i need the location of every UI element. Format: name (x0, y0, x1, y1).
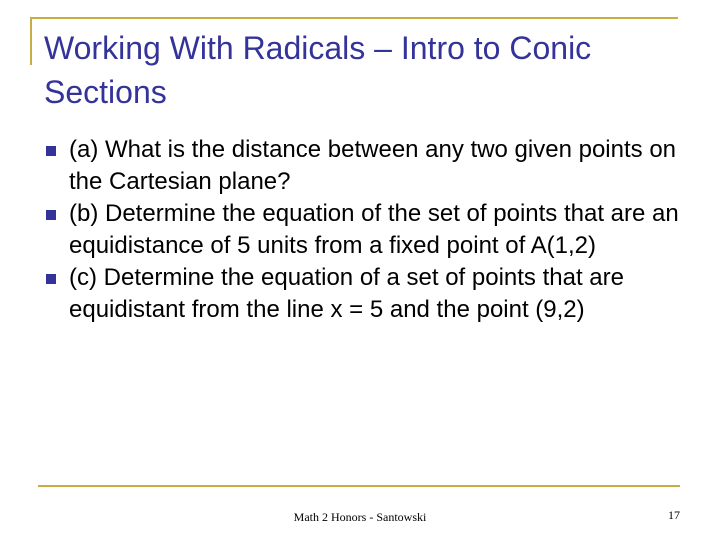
page-number: 17 (668, 508, 680, 522)
square-bullet-icon (46, 210, 56, 220)
bullet-text: (a) What is the distance between any two given points on the Cartesian plane? (69, 136, 677, 195)
footer-text: Math 2 Honors - Santowski (293, 510, 427, 524)
bullet-text: (c) Determine the equation of a set of points that are equidistant from the line x = 5 and the point (9,2) (69, 264, 624, 323)
square-bullet-icon (46, 146, 56, 156)
square-bullet-icon (46, 274, 56, 284)
bullet-item (44, 262, 684, 326)
slide-title: Working With Radicals – Intro to Conic Sections (44, 30, 592, 110)
bullet-item (44, 198, 684, 262)
footer-rule (38, 485, 680, 487)
bullet-item (44, 134, 684, 198)
bullet-list (44, 134, 684, 326)
title-top-rule (30, 17, 678, 19)
title-left-rule (30, 17, 32, 65)
bullet-text: (b) Determine the equation of the set of points that are an equidistance of 5 units from a fixed point of A(1,2) (69, 200, 679, 259)
